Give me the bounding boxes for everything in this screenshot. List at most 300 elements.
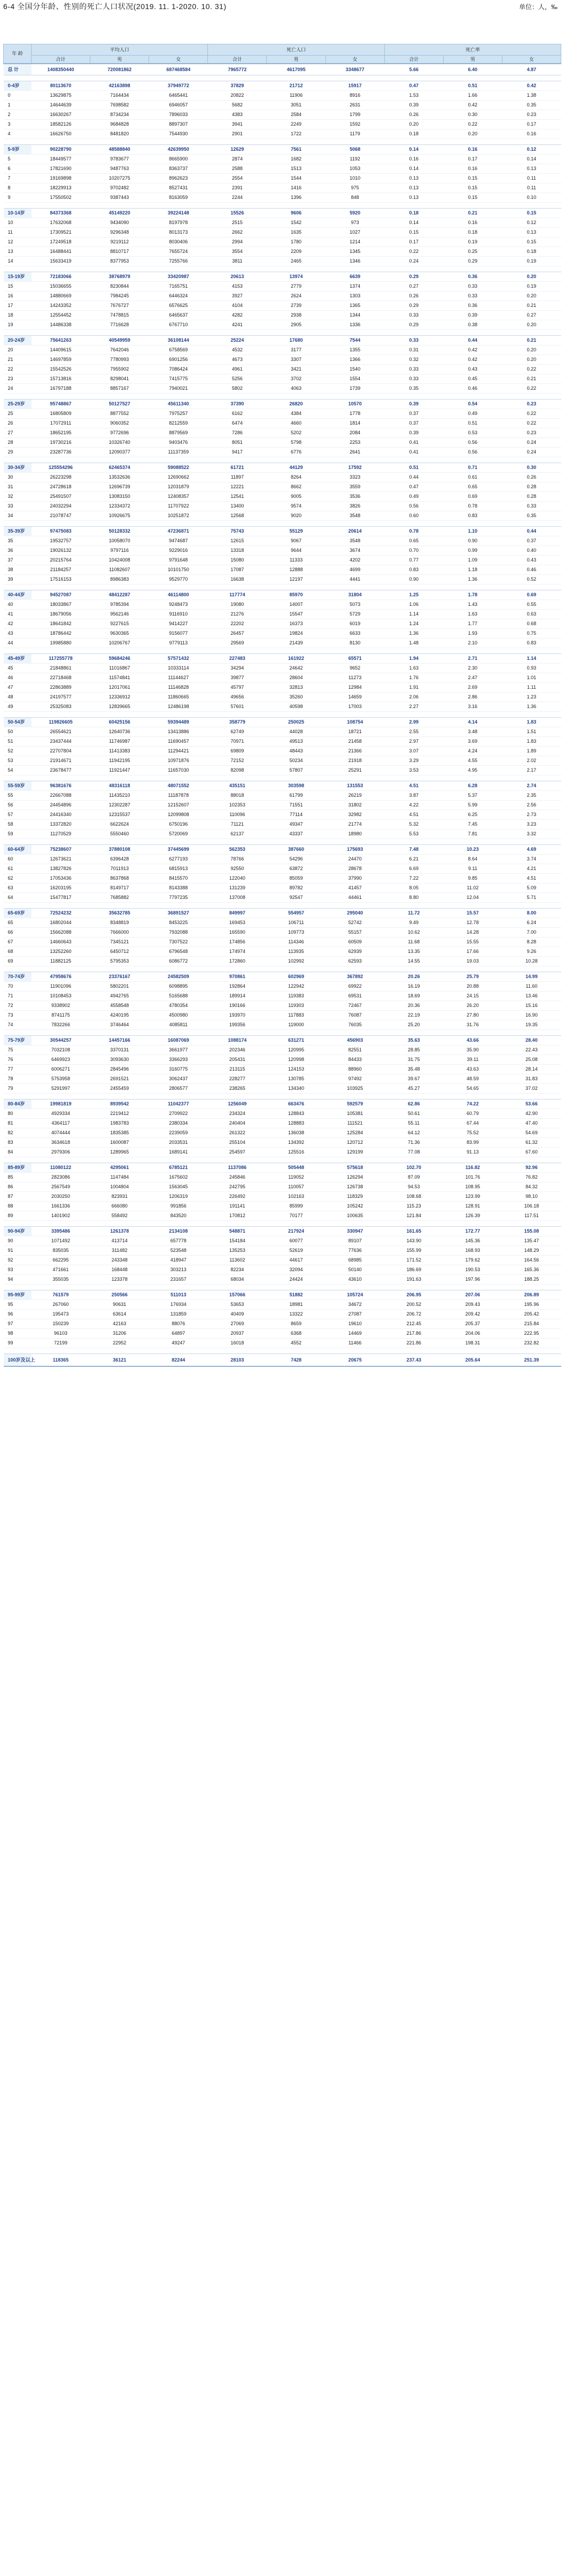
value-cell: 35.48 <box>384 1065 443 1074</box>
value-cell: 22667088 <box>32 791 90 801</box>
value-cell: 5.09 <box>502 883 561 893</box>
value-cell: 36108144 <box>149 336 208 345</box>
value-cell: 88960 <box>326 1065 384 1074</box>
value-cell: 3.53 <box>384 766 443 775</box>
value-cell: 1396 <box>267 193 326 203</box>
age-cell: 35-39岁 <box>4 527 32 536</box>
age-cell: 33 <box>4 502 32 511</box>
value-cell: 31.75 <box>384 1055 443 1065</box>
value-cell: 1.91 <box>384 683 443 693</box>
value-cell: 85999 <box>267 1202 326 1211</box>
value-cell: 5802 <box>208 384 267 394</box>
age-row <box>4 374 561 384</box>
age-cell: 52 <box>4 747 32 756</box>
value-cell: 1722 <box>267 129 326 139</box>
value-cell: 45797 <box>208 683 267 693</box>
spacer-row <box>4 585 561 590</box>
value-cell: 21078747 <box>32 511 90 521</box>
value-cell: 2249 <box>267 120 326 129</box>
age-cell: 8 <box>4 183 32 193</box>
age-cell: 88 <box>4 1202 32 1211</box>
value-cell: 44617 <box>267 1256 326 1265</box>
value-cell: 1.11 <box>502 683 561 693</box>
value-cell: 4780354 <box>149 1001 208 1011</box>
value-cell: 848 <box>326 193 384 203</box>
value-cell: 105724 <box>326 1290 384 1300</box>
age-row <box>4 345 561 355</box>
value-cell: 17516153 <box>32 575 90 585</box>
value-cell: 174974 <box>208 947 267 957</box>
value-cell: 11.72 <box>384 909 443 918</box>
value-cell: 2084 <box>326 428 384 438</box>
value-cell: 113602 <box>208 1256 267 1265</box>
group-row <box>4 1099 561 1109</box>
value-cell: 0.18 <box>443 228 502 237</box>
value-cell: 6446324 <box>149 291 208 301</box>
value-cell: 5802201 <box>90 982 149 991</box>
value-cell: 172860 <box>208 957 267 966</box>
value-cell: 205.42 <box>502 1310 561 1319</box>
value-cell: 20.26 <box>384 972 443 982</box>
value-cell: 3.32 <box>502 829 561 839</box>
value-cell: 123378 <box>90 1275 149 1285</box>
value-cell: 7345121 <box>90 937 149 947</box>
age-cell: 65-69岁 <box>4 909 32 918</box>
value-cell: 0.22 <box>443 120 502 129</box>
group-row <box>4 590 561 600</box>
value-cell: 11137359 <box>149 448 208 457</box>
value-cell: 1336 <box>326 320 384 330</box>
value-cell: 23437444 <box>32 737 90 747</box>
value-cell: 2994 <box>208 237 267 247</box>
value-cell: 0.38 <box>443 320 502 330</box>
value-cell: 137008 <box>208 893 267 903</box>
value-cell: 7896033 <box>149 110 208 120</box>
value-cell: 11080122 <box>32 1163 90 1173</box>
value-cell: 170812 <box>208 1211 267 1221</box>
age-row <box>4 683 561 693</box>
value-cell: 192864 <box>208 982 267 991</box>
value-cell: 4441 <box>326 575 384 585</box>
value-cell: 1346 <box>326 257 384 266</box>
value-cell: 2.47 <box>443 673 502 683</box>
value-cell: 0.15 <box>443 174 502 183</box>
value-cell: 128.91 <box>443 1202 502 1211</box>
value-cell: 25491507 <box>32 492 90 502</box>
value-cell: 14.55 <box>384 957 443 966</box>
value-cell: 115.23 <box>384 1202 443 1211</box>
age-cell: 总 计 <box>4 64 32 75</box>
value-cell: 12334372 <box>90 502 149 511</box>
age-cell: 61 <box>4 864 32 874</box>
value-cell: 1592 <box>326 120 384 129</box>
value-cell: 15477817 <box>32 893 90 903</box>
value-cell: 3323 <box>326 473 384 482</box>
value-cell: 0.54 <box>443 399 502 409</box>
value-cell: 154184 <box>208 1236 267 1246</box>
value-cell: 720081862 <box>90 64 149 75</box>
value-cell: 973 <box>326 218 384 228</box>
value-cell: 1778 <box>326 409 384 419</box>
value-cell: 191.63 <box>384 1275 443 1285</box>
group-row <box>4 1163 561 1173</box>
spacer-cell <box>4 775 561 781</box>
value-cell: 240404 <box>208 1119 267 1128</box>
value-cell: 6368 <box>267 1329 326 1339</box>
value-cell: 2253 <box>326 438 384 448</box>
value-cell: 1.93 <box>443 629 502 639</box>
value-cell: 7544930 <box>149 129 208 139</box>
value-cell: 12152607 <box>149 801 208 810</box>
age-row <box>4 991 561 1001</box>
value-cell: 111521 <box>326 1119 384 1128</box>
value-cell: 4.22 <box>384 801 443 810</box>
age-row <box>4 91 561 101</box>
value-cell: 0.18 <box>384 209 443 218</box>
value-cell: 0.65 <box>384 536 443 546</box>
value-cell: 0.20 <box>502 272 561 282</box>
value-cell: 4532 <box>208 345 267 355</box>
value-cell: 26.20 <box>443 1001 502 1011</box>
value-cell: 15917 <box>326 81 384 91</box>
value-cell: 3826 <box>326 502 384 511</box>
value-cell: 5.32 <box>384 820 443 829</box>
value-cell: 205.64 <box>443 1354 502 1367</box>
value-cell: 61721 <box>208 463 267 473</box>
value-cell: 1.89 <box>502 747 561 756</box>
value-cell: 9.11 <box>443 864 502 874</box>
value-cell: 666080 <box>90 1202 149 1211</box>
value-cell: 10058070 <box>90 536 149 546</box>
value-cell: 17309521 <box>32 228 90 237</box>
value-cell: 43610 <box>326 1275 384 1285</box>
age-cell: 0-4岁 <box>4 81 32 91</box>
value-cell: 45149220 <box>90 209 149 218</box>
value-cell: 0.63 <box>502 610 561 619</box>
value-cell: 25.79 <box>443 972 502 982</box>
value-cell: 0.21 <box>502 336 561 345</box>
value-cell: 13083150 <box>90 492 149 502</box>
value-cell: 8013173 <box>149 228 208 237</box>
value-cell: 200.52 <box>384 1300 443 1310</box>
value-cell: 238265 <box>208 1084 267 1094</box>
value-cell: 0.20 <box>443 129 502 139</box>
age-row <box>4 874 561 883</box>
age-cell: 96 <box>4 1310 32 1319</box>
value-cell: 20614 <box>326 527 384 536</box>
value-cell: 0.47 <box>384 482 443 492</box>
age-cell: 42 <box>4 619 32 629</box>
age-cell: 91 <box>4 1246 32 1256</box>
value-cell: 1147484 <box>90 1173 149 1182</box>
value-cell: 217924 <box>267 1227 326 1236</box>
value-cell: 96381676 <box>32 781 90 791</box>
value-cell: 4241 <box>208 320 267 330</box>
value-cell: 3554 <box>208 247 267 257</box>
age-cell: 95 <box>4 1300 32 1310</box>
value-cell: 11746987 <box>90 737 149 747</box>
age-cell: 78 <box>4 1074 32 1084</box>
age-row <box>4 502 561 511</box>
value-cell: 20675 <box>326 1354 384 1367</box>
age-cell: 2 <box>4 110 32 120</box>
value-cell: 54.65 <box>443 1084 502 1094</box>
value-cell: 8877552 <box>90 409 149 419</box>
age-cell: 80-84岁 <box>4 1099 32 1109</box>
value-cell: 19981819 <box>32 1099 90 1109</box>
value-cell: 9562146 <box>90 610 149 619</box>
value-cell: 6019 <box>326 619 384 629</box>
value-cell: 0.52 <box>502 575 561 585</box>
value-cell: 0.68 <box>502 619 561 629</box>
value-cell: 10326740 <box>90 438 149 448</box>
value-cell: 21439 <box>267 639 326 648</box>
value-cell: 1.10 <box>443 527 502 536</box>
value-cell: 1.43 <box>443 600 502 610</box>
group-row <box>4 145 561 155</box>
value-cell: 0.83 <box>502 639 561 648</box>
value-cell: 105242 <box>326 1202 384 1211</box>
value-cell: 15036655 <box>32 282 90 291</box>
age-cell: 15-19岁 <box>4 272 32 282</box>
value-cell: 358779 <box>208 718 267 727</box>
value-cell: 97475083 <box>32 527 90 536</box>
value-cell: 2.74 <box>502 781 561 791</box>
group-row <box>4 209 561 218</box>
value-cell: 28.14 <box>502 1065 561 1074</box>
value-cell: 0.29 <box>384 301 443 311</box>
value-cell: 20.36 <box>384 1001 443 1011</box>
age-row <box>4 928 561 937</box>
value-cell: 16.90 <box>502 1011 561 1020</box>
value-cell: 3.69 <box>443 737 502 747</box>
value-cell: 14.28 <box>443 928 502 937</box>
spacer-cell <box>4 903 561 909</box>
value-cell: 2.99 <box>384 718 443 727</box>
header-avg-pop: 平均人口 <box>32 44 208 56</box>
age-row <box>4 129 561 139</box>
value-cell: 3370131 <box>90 1045 149 1055</box>
value-cell: 82098 <box>208 766 267 775</box>
value-cell: 8377953 <box>90 257 149 266</box>
value-cell: 168.93 <box>443 1246 502 1256</box>
value-cell: 53653 <box>208 1300 267 1310</box>
value-cell: 78766 <box>208 855 267 864</box>
age-row <box>4 766 561 775</box>
value-cell: 195473 <box>32 1310 90 1319</box>
value-cell: 125554296 <box>32 463 90 473</box>
age-row <box>4 864 561 874</box>
value-cell: 0.51 <box>384 463 443 473</box>
value-cell: 94.53 <box>384 1182 443 1192</box>
value-cell: 0.13 <box>384 174 443 183</box>
value-cell: 15.55 <box>443 937 502 947</box>
value-cell: 48443 <box>267 747 326 756</box>
age-cell: 15 <box>4 282 32 291</box>
value-cell: 85059 <box>267 874 326 883</box>
value-cell: 311482 <box>90 1246 149 1256</box>
age-row <box>4 727 561 737</box>
value-cell: 212.45 <box>384 1319 443 1329</box>
value-cell: 51882 <box>267 1290 326 1300</box>
value-cell: 8.80 <box>384 893 443 903</box>
value-cell: 3941 <box>208 120 267 129</box>
value-cell: 71551 <box>267 801 326 810</box>
value-cell: 11413383 <box>90 747 149 756</box>
value-cell: 50234 <box>267 756 326 766</box>
value-cell: 7.22 <box>384 874 443 883</box>
value-cell: 0.37 <box>384 419 443 428</box>
value-cell: 31206 <box>90 1329 149 1339</box>
value-cell: 2779 <box>267 282 326 291</box>
spacer-row <box>4 1221 561 1227</box>
value-cell: 0.22 <box>502 365 561 374</box>
value-cell: 11897 <box>208 473 267 482</box>
value-cell: 7676727 <box>90 301 149 311</box>
value-cell: 18449577 <box>32 155 90 164</box>
age-row <box>4 756 561 766</box>
value-cell: 234324 <box>208 1109 267 1119</box>
value-cell: 206.72 <box>384 1310 443 1319</box>
value-cell: 202346 <box>208 1045 267 1055</box>
value-cell: 97492 <box>326 1074 384 1084</box>
value-cell: 1.14 <box>502 654 561 664</box>
value-cell: 19.35 <box>502 1020 561 1030</box>
value-cell: 0.14 <box>384 164 443 174</box>
value-cell: 1.36 <box>443 575 502 585</box>
age-cell: 90 <box>4 1236 32 1246</box>
value-cell: 110096 <box>208 810 267 820</box>
value-cell: 11466 <box>326 1339 384 1348</box>
value-cell: 0.56 <box>384 502 443 511</box>
value-cell: 0.33 <box>384 374 443 384</box>
value-cell: 32813 <box>267 683 326 693</box>
age-cell: 0 <box>4 91 32 101</box>
value-cell: 1004804 <box>90 1182 149 1192</box>
value-cell: 16802044 <box>32 918 90 928</box>
age-row <box>4 1173 561 1182</box>
value-cell: 11435210 <box>90 791 149 801</box>
value-cell: 165.36 <box>502 1265 561 1275</box>
value-cell: 11901096 <box>32 982 90 991</box>
value-cell: 28604 <box>267 673 326 683</box>
value-cell: 10333114 <box>149 664 208 673</box>
value-cell: 205.37 <box>443 1319 502 1329</box>
value-cell: 19532757 <box>32 536 90 546</box>
value-cell: 2.69 <box>443 683 502 693</box>
value-cell: 22707804 <box>32 747 90 756</box>
value-cell: 204.06 <box>443 1329 502 1339</box>
value-cell: 13318 <box>208 546 267 556</box>
header-sub: 男 <box>267 56 326 64</box>
header-sub: 女 <box>502 56 561 64</box>
value-cell: 18980 <box>326 829 384 839</box>
age-cell: 87 <box>4 1192 32 1202</box>
age-row <box>4 1084 561 1094</box>
value-cell: 15662088 <box>32 928 90 937</box>
value-cell: 0.39 <box>384 101 443 110</box>
value-cell: 4673 <box>208 355 267 365</box>
value-cell: 43337 <box>267 829 326 839</box>
age-row <box>4 1074 561 1084</box>
value-cell: 7965772 <box>208 64 267 75</box>
value-cell: 7975257 <box>149 409 208 419</box>
value-cell: 161.65 <box>384 1227 443 1236</box>
value-cell: 7086424 <box>149 365 208 374</box>
age-cell: 66 <box>4 928 32 937</box>
value-cell: 7428 <box>267 1354 326 1367</box>
age-row <box>4 311 561 320</box>
value-cell: 7415775 <box>149 374 208 384</box>
value-cell: 11082607 <box>90 565 149 575</box>
age-row <box>4 893 561 903</box>
value-cell: 12099808 <box>149 810 208 820</box>
value-cell: 11042377 <box>149 1099 208 1109</box>
value-cell: 9338902 <box>32 1001 90 1011</box>
age-row <box>4 218 561 228</box>
value-cell: 9630365 <box>90 629 149 639</box>
value-cell: 250566 <box>90 1290 149 1300</box>
value-cell: 191141 <box>208 1202 267 1211</box>
value-cell: 18981 <box>267 1300 326 1310</box>
age-cell: 73 <box>4 1011 32 1020</box>
value-cell: 7165751 <box>149 282 208 291</box>
value-cell: 10108453 <box>32 991 90 1001</box>
value-cell: 0.90 <box>384 575 443 585</box>
value-cell: 7032108 <box>32 1045 90 1055</box>
value-cell: 77.08 <box>384 1148 443 1157</box>
spacer-row <box>4 1030 561 1036</box>
value-cell: 4295061 <box>90 1163 149 1173</box>
value-cell: 0.78 <box>384 527 443 536</box>
value-cell: 48588840 <box>90 145 149 155</box>
value-cell: 8.00 <box>502 909 561 918</box>
value-cell: 7011913 <box>90 864 149 874</box>
age-cell: 100岁及以上 <box>4 1354 32 1367</box>
age-cell: 72 <box>4 1001 32 1011</box>
value-cell: 3548 <box>326 536 384 546</box>
value-cell: 16.19 <box>384 982 443 991</box>
age-cell: 98 <box>4 1329 32 1339</box>
value-cell: 0.71 <box>443 463 502 473</box>
value-cell: 145.36 <box>443 1236 502 1246</box>
age-cell: 10-14岁 <box>4 209 32 218</box>
value-cell: 126738 <box>326 1182 384 1192</box>
value-cell: 10.23 <box>443 845 502 855</box>
value-cell: 0.31 <box>384 345 443 355</box>
value-cell: 117774 <box>208 590 267 600</box>
spacer-cell <box>4 648 561 654</box>
value-cell: 13.46 <box>502 991 561 1001</box>
value-cell: 11333 <box>267 556 326 565</box>
value-cell: 11690457 <box>149 737 208 747</box>
value-cell: 11273 <box>326 673 384 683</box>
value-cell: 1366 <box>326 355 384 365</box>
spacer-row <box>4 648 561 654</box>
value-cell: 55.11 <box>384 1119 443 1128</box>
value-cell: 13974 <box>267 272 326 282</box>
value-cell: 24197577 <box>32 693 90 702</box>
spacer-row <box>4 75 561 81</box>
value-cell: 47.40 <box>502 1119 561 1128</box>
value-cell: 174856 <box>208 937 267 947</box>
age-cell: 64 <box>4 893 32 903</box>
value-cell: 0.15 <box>443 183 502 193</box>
value-cell: 222.95 <box>502 1329 561 1339</box>
value-cell: 2239059 <box>149 1128 208 1138</box>
value-cell: 59394489 <box>149 718 208 727</box>
value-cell: 1027 <box>326 228 384 237</box>
